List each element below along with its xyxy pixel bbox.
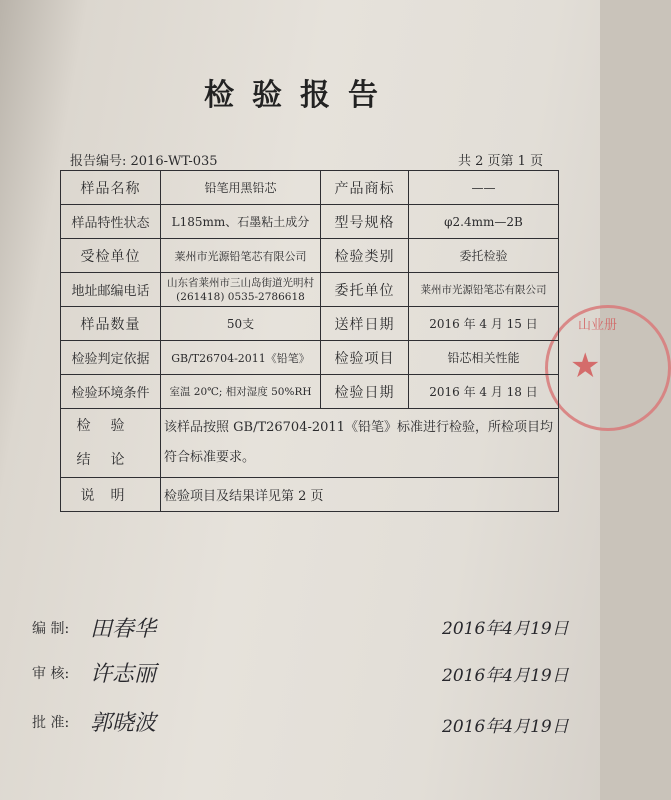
field-value: φ2.4mm—2B <box>409 205 559 239</box>
conclusion-label <box>61 409 161 478</box>
report-number: 报告编号: 2016-WT-035 <box>70 154 218 169</box>
field-label: 受检单位 <box>61 239 161 273</box>
field-label: 送样日期 <box>321 307 409 341</box>
page-count: 共 2 页第 1 页 <box>458 154 544 169</box>
red-seal-stamp <box>545 305 671 431</box>
signature-label: 批 准: <box>32 715 70 731</box>
handwritten-signature: 许志丽 <box>90 662 157 687</box>
report-title: 检验报告 <box>204 78 396 113</box>
stamp-text: 山业册 <box>578 318 618 333</box>
field-label: 委托单位 <box>321 273 409 307</box>
field-value: 莱州市光源铅笔芯有限公司 <box>161 239 321 273</box>
report-table <box>60 170 559 512</box>
field-label: 样品数量 <box>61 307 161 341</box>
field-value: 2016 年 4 月 18 日 <box>409 375 559 409</box>
conclusion-text: 该样品按照 GB/T26704-2011《铅笔》标准进行检验，所检项目均符合标准要求。 <box>161 409 559 478</box>
field-value: L185mm、石墨粘土成分 <box>161 205 321 239</box>
field-value: 委托检验 <box>409 239 559 273</box>
note-row <box>61 478 559 512</box>
signature-label: 编 制: <box>32 621 70 637</box>
field-value: GB/T26704-2011《铅笔》 <box>161 341 321 375</box>
table-row <box>61 273 559 307</box>
table-row <box>61 205 559 239</box>
signature-date: 2016年4月19日 <box>442 619 569 639</box>
field-value: —— <box>409 171 559 205</box>
star-icon: ★ <box>570 346 601 386</box>
field-label: 检验日期 <box>321 375 409 409</box>
conclusion-row <box>61 409 559 478</box>
field-value: 50支 <box>161 307 321 341</box>
table-row <box>61 375 559 409</box>
table-row <box>61 171 559 205</box>
signature-row-reviewer <box>32 662 569 687</box>
handwritten-signature: 郭晓波 <box>90 711 157 736</box>
field-label: 型号规格 <box>321 205 409 239</box>
field-label: 检验环境条件 <box>61 375 161 409</box>
handwritten-signature: 田春华 <box>90 617 157 642</box>
signature-date: 2016年4月19日 <box>442 666 569 686</box>
field-label: 样品名称 <box>61 171 161 205</box>
signature-label: 审 核: <box>32 666 70 682</box>
field-label: 检验项目 <box>321 341 409 375</box>
signature-row-approver <box>32 711 569 737</box>
field-value: 莱州市光源铅笔芯有限公司 <box>409 273 559 307</box>
signature-row-compiler <box>32 617 569 642</box>
field-label: 样品特性状态 <box>61 205 161 239</box>
field-value: 2016 年 4 月 15 日 <box>409 307 559 341</box>
field-value: 铅芯相关性能 <box>409 341 559 375</box>
table-row <box>61 341 559 375</box>
conclusion-label-line: 结论 <box>76 452 145 468</box>
field-value: 铅笔用黑铅芯 <box>161 171 321 205</box>
table-row <box>61 239 559 273</box>
table-row <box>61 307 559 341</box>
field-label: 检验类别 <box>321 239 409 273</box>
signature-date: 2016年4月19日 <box>442 717 569 737</box>
note-text: 检验项目及结果详见第 2 页 <box>161 478 559 512</box>
field-value: 室温 20℃; 相对湿度 50%RH <box>161 375 321 409</box>
field-value: 山东省莱州市三山岛街道光明村(261418) 0535-2786618 <box>161 273 321 307</box>
note-label: 说明 <box>61 478 161 512</box>
field-label: 检验判定依据 <box>61 341 161 375</box>
field-label: 产品商标 <box>321 171 409 205</box>
conclusion-label-line: 检验 <box>76 418 145 434</box>
field-label: 地址邮编电话 <box>61 273 161 307</box>
